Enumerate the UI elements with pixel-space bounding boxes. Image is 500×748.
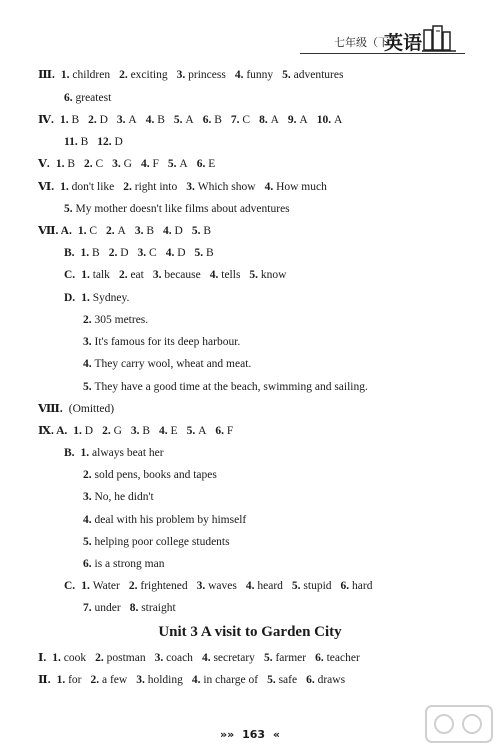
answer-line — [38, 673, 354, 687]
item-number: 1. — [52, 652, 64, 664]
item-answer: A — [128, 114, 137, 126]
item-answer: It's famous for its deep harbour. — [94, 336, 241, 348]
item-answer: A — [333, 114, 343, 126]
answer-line — [83, 557, 173, 571]
watermark-logo — [424, 704, 494, 744]
item-answer: postman — [106, 652, 146, 664]
item-number: 2. — [108, 247, 121, 259]
header — [280, 22, 460, 52]
item-answer: deal with his problem by himself — [94, 514, 247, 526]
item-number: 5. — [173, 114, 186, 126]
item-number: 4. — [83, 514, 95, 526]
item-answer: Sydney. — [92, 292, 130, 304]
item-number: 3. — [154, 652, 167, 664]
item-answer: G — [113, 425, 122, 437]
item-number: 3. — [196, 580, 209, 592]
item-number: 3. — [130, 425, 143, 437]
books-icon — [422, 22, 458, 54]
item-number: 2. — [90, 674, 102, 686]
section-label: B. — [64, 247, 75, 259]
item-number: 4. — [245, 580, 258, 592]
item-number: 5. — [194, 247, 207, 259]
answer-line — [64, 246, 223, 260]
item-answer: A — [117, 225, 126, 237]
item-number: 2. — [118, 269, 131, 281]
answer-line — [38, 224, 220, 238]
answer-line — [83, 357, 260, 371]
item-number: 3. — [134, 225, 147, 237]
item-number: 4. — [140, 158, 153, 170]
item-answer: B — [146, 225, 154, 237]
item-number: 3. — [112, 158, 124, 170]
item-answer: Which show — [197, 181, 256, 193]
item-answer: funny — [246, 69, 274, 81]
item-answer: G — [123, 158, 132, 170]
item-number: 9. — [287, 114, 300, 126]
item-number: 5. — [291, 580, 304, 592]
item-number: 1. — [59, 114, 72, 126]
item-number: 2. — [83, 314, 95, 326]
item-answer: B — [80, 136, 89, 148]
item-number: 6. — [315, 652, 327, 664]
item-number: 3. — [137, 247, 150, 259]
item-number: 1. — [60, 69, 73, 81]
item-number: 3. — [83, 336, 95, 348]
item-answer: because — [164, 269, 201, 281]
section-label: Ⅸ. A. — [38, 425, 68, 437]
item-answer: talk — [92, 269, 110, 281]
item-answer: is a strong man — [94, 558, 165, 570]
answer-line — [83, 490, 163, 504]
section-label: Ⅵ. — [38, 181, 55, 193]
item-answer: A — [270, 114, 279, 126]
answer-line — [64, 446, 173, 460]
item-number: 3. — [83, 491, 95, 503]
section-label: Ⅷ. — [38, 403, 63, 415]
unit-title: Unit 3 A visit to Garden City — [158, 624, 342, 640]
item-number: 3. — [152, 269, 165, 281]
item-answer: princess — [188, 69, 226, 81]
answer-line — [38, 651, 369, 665]
item-answer: C — [242, 114, 251, 126]
item-number: 2. — [88, 114, 100, 126]
item-number: 3. — [116, 114, 129, 126]
item-answer: B — [92, 247, 100, 259]
item-answer: They have a good time at the beach, swimming and sailing. — [94, 381, 368, 393]
item-number: 1. — [81, 580, 93, 592]
item-answer: know — [260, 269, 287, 281]
item-answer: D — [174, 225, 183, 237]
item-number: 4. — [145, 114, 158, 126]
item-number: 2. — [83, 158, 96, 170]
item-answer: adventures — [293, 69, 344, 81]
item-answer: waves — [208, 580, 237, 592]
item-answer: children — [72, 69, 111, 81]
item-number: 6. — [64, 92, 76, 104]
item-answer: in charge of — [203, 674, 259, 686]
answer-line — [38, 424, 242, 438]
item-number: 1. — [60, 181, 72, 193]
item-number: 5. — [83, 536, 95, 548]
item-answer: draws — [317, 674, 346, 686]
item-number: 4. — [201, 652, 214, 664]
item-answer: A — [198, 425, 207, 437]
item-answer: F — [226, 425, 234, 437]
item-answer: How much — [276, 181, 327, 193]
section-label: Ⅲ. — [38, 69, 55, 81]
item-number: 6. — [340, 580, 353, 592]
item-answer: B — [206, 247, 214, 259]
item-answer: C — [149, 247, 157, 259]
section-label: C. — [64, 580, 76, 592]
item-answer: D — [84, 425, 94, 437]
item-answer: frightened — [140, 580, 188, 592]
item-number: 5. — [249, 269, 261, 281]
item-number: 3. — [136, 674, 148, 686]
item-answer: holding — [147, 674, 183, 686]
item-answer: E — [208, 158, 216, 170]
item-number: 5. — [83, 381, 95, 393]
item-number: 1. — [81, 269, 93, 281]
item-number: 4. — [234, 69, 247, 81]
section-label: B. — [64, 447, 75, 459]
item-answer: My mother doesn't like films about adventures — [75, 203, 290, 215]
item-answer: eat — [130, 269, 144, 281]
section-label: Ⅳ. — [38, 114, 54, 126]
header-grade: 七年级（下） — [334, 36, 400, 49]
item-number: 5. — [263, 652, 276, 664]
item-number: 5. — [282, 69, 294, 81]
answer-line — [83, 601, 185, 615]
answer-line — [38, 113, 351, 127]
item-number: 6. — [196, 158, 209, 170]
item-answer: right into — [134, 181, 178, 193]
item-number: 12. — [97, 136, 115, 148]
item-answer: hard — [352, 580, 373, 592]
answer-line — [83, 380, 377, 394]
answer-line — [38, 180, 336, 194]
header-rule — [300, 53, 465, 54]
item-answer: B — [214, 114, 222, 126]
item-number: 6. — [306, 674, 318, 686]
item-number: 4. — [83, 358, 95, 370]
item-number: 2. — [102, 425, 114, 437]
item-number: 5. — [267, 674, 279, 686]
item-number: 5. — [186, 425, 199, 437]
item-number: 8. — [129, 602, 142, 614]
item-answer: always beat her — [92, 447, 164, 459]
item-number: 5. — [64, 203, 76, 215]
item-answer: A — [185, 114, 194, 126]
item-number: 1. — [80, 247, 93, 259]
item-number: 4. — [209, 269, 222, 281]
item-answer: straight — [141, 602, 176, 614]
answer-line — [64, 579, 381, 593]
item-answer: C — [95, 158, 104, 170]
item-number: 2. — [128, 580, 141, 592]
item-number: 10. — [316, 114, 334, 126]
item-answer: don't like — [71, 181, 115, 193]
item-number: 7. — [83, 602, 95, 614]
item-answer: D — [120, 247, 129, 259]
item-answer: A — [179, 158, 188, 170]
item-answer: stupid — [303, 580, 332, 592]
answer-line — [64, 91, 120, 105]
item-number: 4. — [159, 425, 171, 437]
item-answer: They carry wool, wheat and meat. — [94, 358, 252, 370]
footer-arrows-left: »» — [220, 728, 235, 741]
answer-line — [64, 135, 132, 149]
item-number: 4. — [264, 181, 277, 193]
item-number: 2. — [123, 181, 135, 193]
answer-line — [83, 535, 239, 549]
item-number: 11. — [64, 136, 81, 148]
item-number: 1. — [73, 425, 85, 437]
item-answer: B — [71, 114, 80, 126]
item-number: 1. — [56, 674, 69, 686]
item-answer: secretary — [213, 652, 255, 664]
item-number: 2. — [95, 652, 107, 664]
page-number: 163 — [242, 728, 266, 741]
answer-line — [38, 68, 352, 82]
footer-arrows-right: « — [272, 728, 280, 741]
item-number: 6. — [202, 114, 215, 126]
item-answer: tells — [221, 269, 241, 281]
item-answer: F — [152, 158, 159, 170]
item-answer: C — [89, 225, 98, 237]
item-answer: B — [157, 114, 165, 126]
item-answer: 305 metres. — [94, 314, 149, 326]
item-answer: Water — [92, 580, 120, 592]
item-number: 2. — [106, 225, 118, 237]
answer-line — [64, 291, 138, 305]
item-answer: greatest — [75, 92, 112, 104]
item-answer: exciting — [130, 69, 168, 81]
item-answer: D — [114, 136, 123, 148]
item-number: 1. — [77, 225, 90, 237]
answer-line — [38, 157, 224, 171]
item-answer: heard — [257, 580, 283, 592]
answer-line — [83, 313, 157, 327]
item-answer: sold pens, books and tapes — [94, 469, 217, 481]
item-answer: D — [177, 247, 186, 259]
item-answer: helping poor college students — [94, 536, 230, 548]
item-number: 3. — [186, 181, 198, 193]
item-number: 6. — [83, 558, 95, 570]
item-number: 1. — [80, 447, 93, 459]
item-number: 8. — [259, 114, 271, 126]
item-answer: for — [68, 674, 82, 686]
answer-line — [64, 202, 299, 216]
item-number: 4. — [191, 674, 204, 686]
item-answer: coach — [166, 652, 193, 664]
item-answer: E — [170, 425, 178, 437]
item-answer: a few — [102, 674, 128, 686]
item-answer: teacher — [326, 652, 360, 664]
item-answer: under — [94, 602, 121, 614]
section-label: Ⅱ. — [38, 674, 51, 686]
item-answer: D — [99, 114, 108, 126]
item-answer: No, he didn't — [94, 491, 154, 503]
item-number: 6. — [215, 425, 227, 437]
item-number: 4. — [165, 247, 178, 259]
header-subject: 英语 — [383, 32, 422, 54]
item-answer: A — [299, 114, 308, 126]
answer-line — [38, 402, 123, 416]
section-label: Ⅰ. — [38, 652, 47, 664]
answer-line — [83, 468, 226, 482]
item-number: 1. — [81, 292, 93, 304]
item-number: 2. — [119, 69, 131, 81]
section-label: C. — [64, 269, 76, 281]
section-label: Ⅴ. — [38, 158, 50, 170]
item-number: 3. — [176, 69, 189, 81]
item-answer: B — [142, 425, 151, 437]
item-number: 7. — [230, 114, 243, 126]
item-number: 5. — [191, 225, 204, 237]
answer-line — [83, 513, 255, 527]
item-answer: cook — [63, 652, 87, 664]
section-label: Ⅶ. A. — [38, 225, 72, 237]
section-label: D. — [64, 292, 76, 304]
item-answer: safe — [278, 674, 298, 686]
answer-line — [83, 335, 249, 349]
item-number: 2. — [83, 469, 95, 481]
item-number: 1. — [55, 158, 68, 170]
item-answer: (Omitted) — [68, 403, 115, 415]
item-answer: farmer — [275, 652, 307, 664]
item-number: 5. — [167, 158, 180, 170]
item-answer: B — [67, 158, 75, 170]
item-number: 4. — [163, 225, 175, 237]
answer-line — [64, 268, 295, 282]
item-answer: B — [203, 225, 211, 237]
